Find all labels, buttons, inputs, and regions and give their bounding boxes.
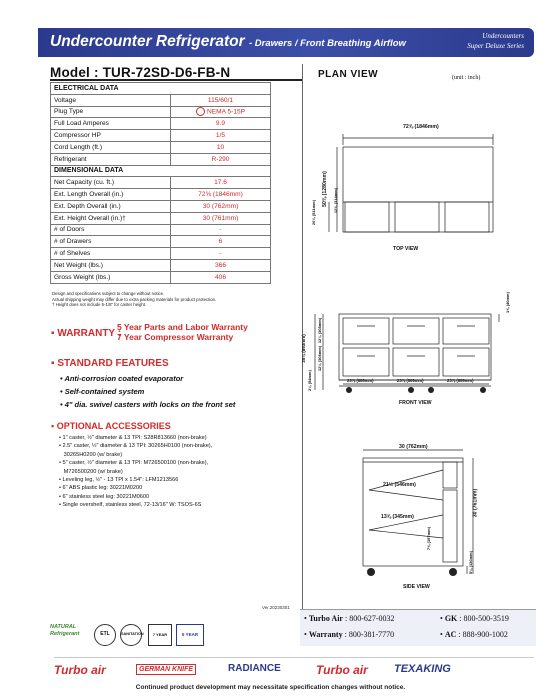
- series-line-1: Undercounters: [482, 32, 524, 40]
- dim-height: 35⅛ (893mm): [300, 334, 306, 363]
- dim-depth-top: 50⅜ (1280mm): [321, 171, 328, 207]
- list-item: M726500200 (w/ brake): [63, 468, 123, 475]
- list-item: • 5" caster, ½" diameter & 13 TPI: M726500100 (non-brake),: [59, 460, 209, 467]
- bullet-icon: ▪: [51, 421, 57, 431]
- table-row: Cord Length (ft.) 10: [51, 141, 271, 153]
- list-item: • Self-contained system: [60, 387, 145, 396]
- list-item: • Single overshelf, stainless steel, 72-13/16" W: TSOS-6S: [59, 502, 202, 509]
- page-title: [50, 33, 406, 51]
- dim-side-b: 13⅝ (345mm): [381, 514, 414, 520]
- plan-view-title: PLAN VIEW: [318, 69, 379, 80]
- dim-drawer-a: 12⅛ (308mm): [317, 317, 323, 344]
- plug-icon: [196, 107, 205, 116]
- phone-ac: : 888-900-1002: [458, 630, 508, 639]
- dim-section-a: 23⅞ (608mm): [347, 378, 374, 383]
- table-row: Net Capacity (cu. ft.) 17.6: [51, 177, 271, 189]
- brand-logos: [54, 657, 534, 681]
- series-label: [467, 31, 524, 51]
- footer-note: Continued product development may necessitate specification changes without notice.: [135, 684, 406, 691]
- warranty-label: WARRANTY :: [57, 328, 122, 339]
- table-row: Ext. Depth Overall (in.) 30 (762mm): [51, 200, 271, 212]
- dim-drawer-b: 12⅛ (308mm): [317, 345, 323, 372]
- dim-side-caster: 5⅛ (130mm): [468, 550, 474, 575]
- brand-texaking-logo: TEXAKING: [394, 663, 451, 675]
- dim-door-b: 12⅜ (314mm): [333, 187, 339, 214]
- spec-table: [50, 82, 271, 284]
- plan-drawings: [300, 90, 533, 610]
- table-row: Net Weight (lbs.) 366: [51, 259, 271, 271]
- sanitation-logo: SANITATION: [120, 624, 142, 646]
- list-item: 30265H0200 (w/ brake): [63, 451, 123, 458]
- table-row: Ext. Height Overall (in.)† 30 (761mm): [51, 212, 271, 224]
- dim-door-a: 20⅛ (511mm): [311, 199, 317, 226]
- version-label: Ver.20230301: [262, 605, 290, 610]
- dim-length: 72⅝ (1846mm): [403, 124, 439, 130]
- etl-logo: ETL: [94, 624, 116, 646]
- list-item: • Leveling leg, ½" - 13 TPI x 1.54": LFM1213566: [59, 477, 179, 484]
- phone-turbo-air: : 800-627-0032: [344, 614, 395, 623]
- section-title: STANDARD FEATURES: [57, 358, 169, 369]
- series-line-2: Super Deluxe Series: [467, 42, 524, 50]
- list-item: • 1" caster, ½" diameter & 13 TPI: S28R813660 (non-brake): [59, 435, 207, 441]
- list-item: • Anti-corrosion coated evaporator: [60, 374, 184, 383]
- natural-refrigerant-logo: NATURAL Refrigerant: [50, 624, 80, 637]
- dim-bottom-a: 2⅛ (54mm): [306, 370, 312, 391]
- phone-gk: : 800-500-3519: [459, 614, 509, 623]
- table-row: Plug Type NEMA 5-15P: [51, 106, 271, 118]
- warranty-seal-7yr: 7 YEAR: [148, 624, 172, 646]
- list-item: • 6" ABS plastic leg: 30221M0200: [59, 485, 143, 492]
- bullet-icon: ▪: [51, 358, 58, 369]
- model-label: Model : TUR-72SD-D6-FB-N: [50, 65, 231, 80]
- dim-top-edge: 1⅝ (40mm): [504, 292, 510, 313]
- brand-turbo-air-2-logo: Turbo air: [316, 663, 368, 677]
- standard-features: [51, 358, 235, 411]
- brand-turbo-air-logo: Turbo air: [54, 663, 106, 677]
- section-dimensional: DIMENSIONAL DATA: [51, 165, 271, 177]
- section-electrical: ELECTRICAL DATA: [51, 83, 271, 95]
- list-item: • 2.5" caster, ½" diameter & 13 TPI: 30265H0100 (non-brake),: [59, 443, 213, 450]
- contact-box: • Turbo Air : 800-627-0032 • GK : 800-500-3519 • Warranty : 800-381-7770 • AC : 888-900-1002: [300, 609, 536, 646]
- list-item: • 4" dia. swivel casters with locks on the front set: [60, 400, 236, 409]
- bullet-icon: ▪: [51, 328, 58, 339]
- subtitle-text: - Drawers / Front Breathing Airflow: [248, 38, 406, 49]
- title-text: Undercounter Refrigerator: [50, 33, 245, 50]
- table-row: Voltage 115/60/1: [51, 94, 271, 106]
- dim-side-c: 7⅝ (197mm): [426, 526, 432, 551]
- warranty-seal-5yr: 5 YEAR: [176, 624, 204, 646]
- table-row: Refrigerant R-290: [51, 153, 271, 165]
- brand-radiance-logo: RADIANCE: [228, 663, 281, 674]
- spec-notes: Design and specifications subject to change without notice. Actual shipping weight may differ due to extra packing materials for product protection. † Height does not include 5-1/8" for caster height.: [52, 291, 217, 308]
- table-row: Ext. Length Overall (in.) 72⅝ (1846mm): [51, 189, 271, 201]
- section-title: OPTIONAL ACCESSORIES: [56, 421, 171, 431]
- certification-logos: [50, 624, 295, 654]
- technical-drawing: [300, 90, 533, 605]
- list-item: • 6" stainless steel leg: 30221M0600: [59, 493, 150, 500]
- optional-accessories: [51, 421, 212, 510]
- dim-side-a: 21½ (546mm): [383, 482, 416, 488]
- dim-section-c: 23⅞ (608mm): [447, 378, 474, 383]
- header-banner: [38, 28, 534, 57]
- dim-side-depth: 30 (762mm): [399, 444, 428, 450]
- table-row: # of Drawers 6: [51, 236, 271, 248]
- warranty-line-1: 5 Year Parts and Labor Warranty: [117, 322, 248, 332]
- table-row: Full Load Amperes 9.9: [51, 118, 271, 130]
- dim-side-height: 30 (761mm): [472, 488, 479, 518]
- side-view-label: SIDE VIEW: [403, 584, 430, 590]
- phone-warranty: : 800-381-7770: [344, 630, 395, 639]
- table-row: # of Doors -: [51, 224, 271, 236]
- brand-german-knife-logo: GERMAN KNIFE: [136, 664, 196, 675]
- model-bar: [50, 64, 302, 81]
- dim-section-b: 23⅞ (608mm): [397, 378, 424, 383]
- table-row: Gross Weight (lbs.) 406: [51, 271, 271, 283]
- front-view-label: FRONT VIEW: [399, 400, 432, 406]
- warranty-line-2: 7 Year Compressor Warranty: [117, 332, 234, 342]
- table-row: # of Shelves -: [51, 248, 271, 260]
- top-view-label: TOP VIEW: [393, 246, 419, 252]
- unit-label: (unit : inch): [452, 75, 481, 81]
- table-row: Compressor HP 1/5: [51, 130, 271, 142]
